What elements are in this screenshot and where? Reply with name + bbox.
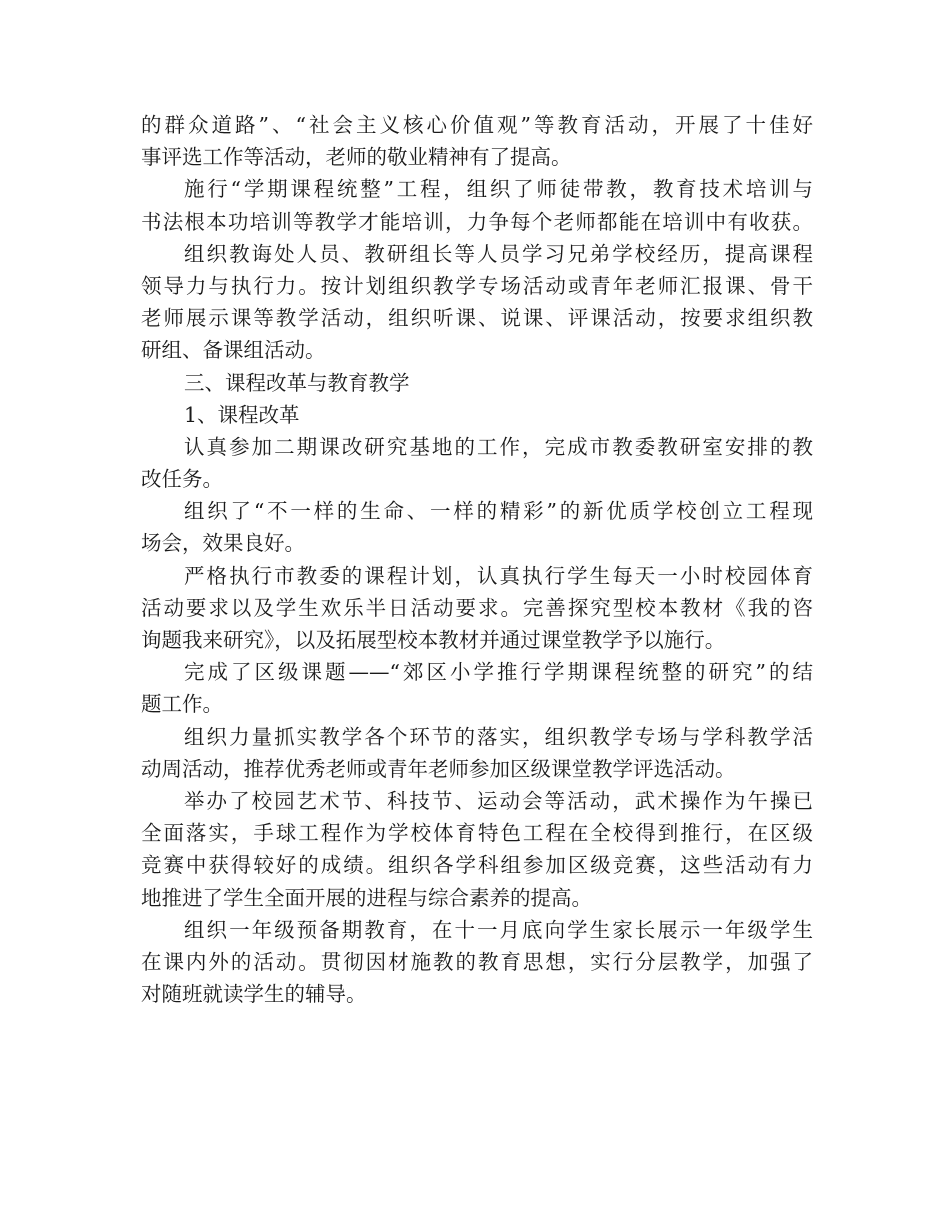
- text-line: 老师展示课等教学活动，组织听课、说课、评课活动，按要求组织教: [141, 306, 813, 331]
- text-line: 组织一年级预备期教育，在十一月底向学生家长展示一年级学生: [184, 917, 813, 942]
- text-line: 组织教诲处人员、教研组长等人员学习兄弟学校经历，提高课程: [184, 241, 813, 266]
- text-line: 组织力量抓实教学各个环节的落实，组织教学专场与学科教学活: [184, 724, 813, 749]
- text-line: 在课内外的活动。贯彻因材施教的教育思想，实行分层教学，加强了: [141, 949, 813, 974]
- text-line: 完成了区级课题——“郊区小学推行学期课程统整的研究”的结: [184, 660, 813, 685]
- text-line: 认真参加二期课改研究基地的工作，完成市教委教研室安排的教: [184, 434, 813, 459]
- text-line: 书法根本功培训等教学才能培训，力争每个老师都能在培训中有收获。: [141, 209, 813, 234]
- text-line: 题工作。: [141, 692, 223, 717]
- text-line: 研组、备课组活动。: [141, 338, 326, 363]
- text-line: 事评选工作等活动，老师的敬业精神有了提高。: [141, 145, 572, 170]
- text-line: 严格执行市教委的课程计划，认真执行学生每天一小时校园体育: [184, 563, 813, 588]
- text-line: 领导力与执行力。按计划组织教学专场活动或青年老师汇报课、骨干: [141, 273, 813, 298]
- text-line: 改任务。: [141, 467, 223, 492]
- section-heading: 三、课程改革与教育教学: [184, 370, 410, 395]
- text-line: 活动要求以及学生欢乐半日活动要求。完善探究型校本教材《我的咨: [141, 595, 813, 620]
- text-line: 举办了校园艺术节、科技节、运动会等活动，武术操作为午操已: [184, 788, 813, 813]
- document-body: [141, 109, 813, 1010]
- text-line: 动周活动，推荐优秀老师或青年老师参加区级课堂教学评选活动。: [141, 756, 736, 781]
- text-line: 场会，效果良好。: [141, 531, 305, 556]
- text-line: 对随班就读学生的辅导。: [141, 982, 367, 1007]
- text-line: 询题我来研究》，以及拓展型校本教材并通过课堂教学予以施行。: [141, 628, 726, 652]
- text-line: 竞赛中获得较好的成绩。组织各学科组参加区级竞赛，这些活动有力: [141, 853, 813, 878]
- text-line: 全面落实，手球工程作为学校体育特色工程在全校得到推行，在区级: [141, 821, 813, 846]
- text-line: 的群众道路”、“社会主义核心价值观”等教育活动，开展了十佳好: [141, 113, 813, 137]
- text-line: 施行“学期课程统整”工程，组织了师徒带教，教育技术培训与: [184, 177, 813, 202]
- text-line: 地推进了学生全面开展的进程与综合素养的提高。: [141, 885, 592, 910]
- text-line: 组织了“不一样的生命、一样的精彩”的新优质学校创立工程现: [184, 499, 813, 524]
- subsection-heading: 1、课程改革: [184, 402, 300, 427]
